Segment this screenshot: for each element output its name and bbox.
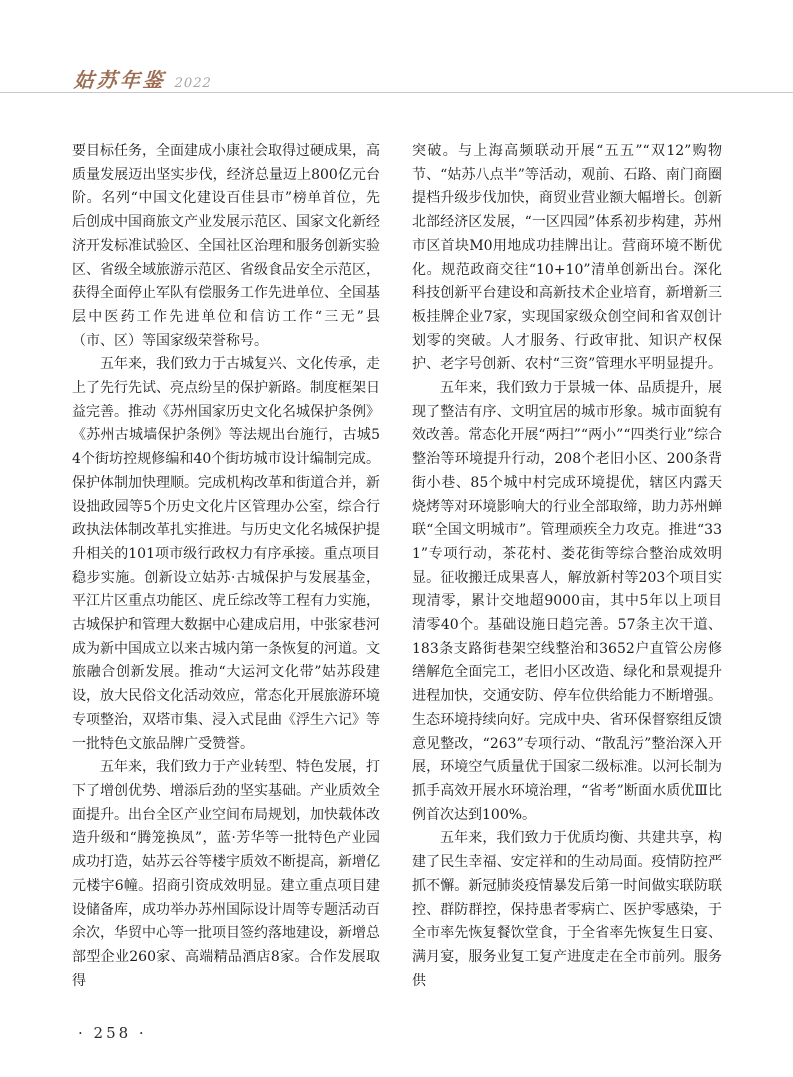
paragraph: 五年来，我们致力于古城复兴、文化传承，走上了先行先试、亮点纷呈的保护新路。制度框架日益完善。推动《苏州国家历史文化名城保护条例》《苏州古城墙保护条例》等法规出台施行，古城54个街坊控规修编和40个街坊城市设计编制完成。保护体制加快理顺。完成机构改革和街道合并，新设拙政园等5个历史文化片区管理办公室，综合行政执法体制改革扎实推进。与历史文化名城保护提升相关的101项市级行政权力有序承接。重点项目稳步实施。创新设立姑苏·古城保护与发展基金，平江片区重点功能区、虎丘综改等工程有力实施，古城保护和管理大数据中心建成启用，中张家巷河成为新中国成立以来古城内第一条恢复的河道。文旅融合创新发展。推动“大运河文化带”姑苏段建设，放大民俗文化活动效应，常态化开展旅游环境专项整治，双塔市集、浸入式昆曲《浮生六记》等一批特色文旅品牌广受赞誉。: [72, 356, 380, 752]
paragraph-continuation: 要目标任务，全面建成小康社会取得过硬成果，高质量发展迈出坚实步伐，经济总量迈上800亿元台阶。名列“中国文化建设百佳县市”榜单首位，先后创成中国商旅文产业发展示范区、国家文化新经济开发标准试验区、全国社区治理和服务创新实验区、省级全域旅游示范区、省级食品安全示范区，获得全面停止军队有偿服务工作先进单位、全国基层中医药工作先进单位和信访工作“三无”县（市、区）等国家级荣誉称号。: [72, 143, 380, 349]
page-number: · 258 ·: [78, 1024, 147, 1042]
yearbook-logo: [73, 64, 213, 93]
yearbook-logo-text: 姑苏年鉴: [73, 68, 167, 92]
header-divider-rule: [0, 92, 793, 93]
paragraph: 五年来，我们致力于景城一体、品质提升，展现了整洁有序、文明宜居的城市形象。城市面貌有效改善。常态化开展“两扫”“两小”“四类行业”综合整治等环境提升行动，208个老旧小区、200条背街小巷、85个城中村完成环境提优，辖区内露天烧烤等对环境影响大的行业全部取缔，助力苏州蝉联“全国文明城市”。管理顽疾全力攻克。推进“331”专项行动，茶花村、娄花街等综合整治成效明显。征收搬迁成果喜人，解放新村等203个项目实现清零，累计交地超9000亩，其中5年以上项目清零40个。基础设施日趋完善。57条主次干道、183条支路街巷架空线整治和3652户直管公房修缮解危全面完工，老旧小区改造、绿化和景观提升进程加快，交通安防、停车位供给能力不断增强。生态环境持续向好。完成中央、省环保督察组反馈意见整改，“263”专项行动、“散乱污”整治深入开展，环境空气质量优于国家二级标准。以河长制为抓手高效开展水环境治理，“省考”断面水质优Ⅲ比例首次达到100%。: [412, 380, 722, 823]
paragraph: 五年来，我们致力于优质均衡、共建共享，构建了民生幸福、安定祥和的生动局面。疫情防控严抓不懈。新冠肺炎疫情暴发后第一时间做实联防联控、群防群控，保持患者零病亡、医护零感染，于全市率先恢复餐饮堂食，于全省率先恢复生日宴、满月宴，服务业复工复产进度走在全市前列。服务供: [412, 830, 722, 989]
paragraph-continuation: 突破。与上海高频联动开展“五五”“双12”购物节、“姑苏八点半”等活动，观前、石路、南门商圈提档升级步伐加快，商贸业营业额大幅增长。创新北部经济区发展，“一区四园”体系初步构建，苏州市区首块M0用地成功挂牌出让。营商环境不断优化。规范政商交往“10+10”清单创新出台。深化科技创新平台建设和高新技术企业培育，新增新三板挂牌企业7家，实现国家级众创空间和省双创计划零的突破。人才服务、行政审批、知识产权保护、老字号创新、农村“三资”管理水平明显提升。: [412, 143, 722, 373]
text-column-right: [412, 140, 722, 993]
paragraph: 五年来，我们致力于产业转型、特色发展，打下了增创优势、增添后劲的坚实基础。产业质效全面提升。出台全区产业空间布局规划，加快载体改造升级和“腾笼换凤”，蓝·芳华等一批特色产业园成功打造，姑苏云谷等楼宇质效不断提高，新增亿元楼宇6幢。招商引资成效明显。建立重点项目建设储备库，成功举办苏州国际设计周等专题活动百余次，华贸中心等一批项目签约落地建设，新增总部型企业260家、高端精品酒店8家。合作发展取得: [72, 759, 380, 989]
yearbook-logo-year: 2022: [174, 76, 213, 91]
text-column-left: [72, 140, 380, 993]
